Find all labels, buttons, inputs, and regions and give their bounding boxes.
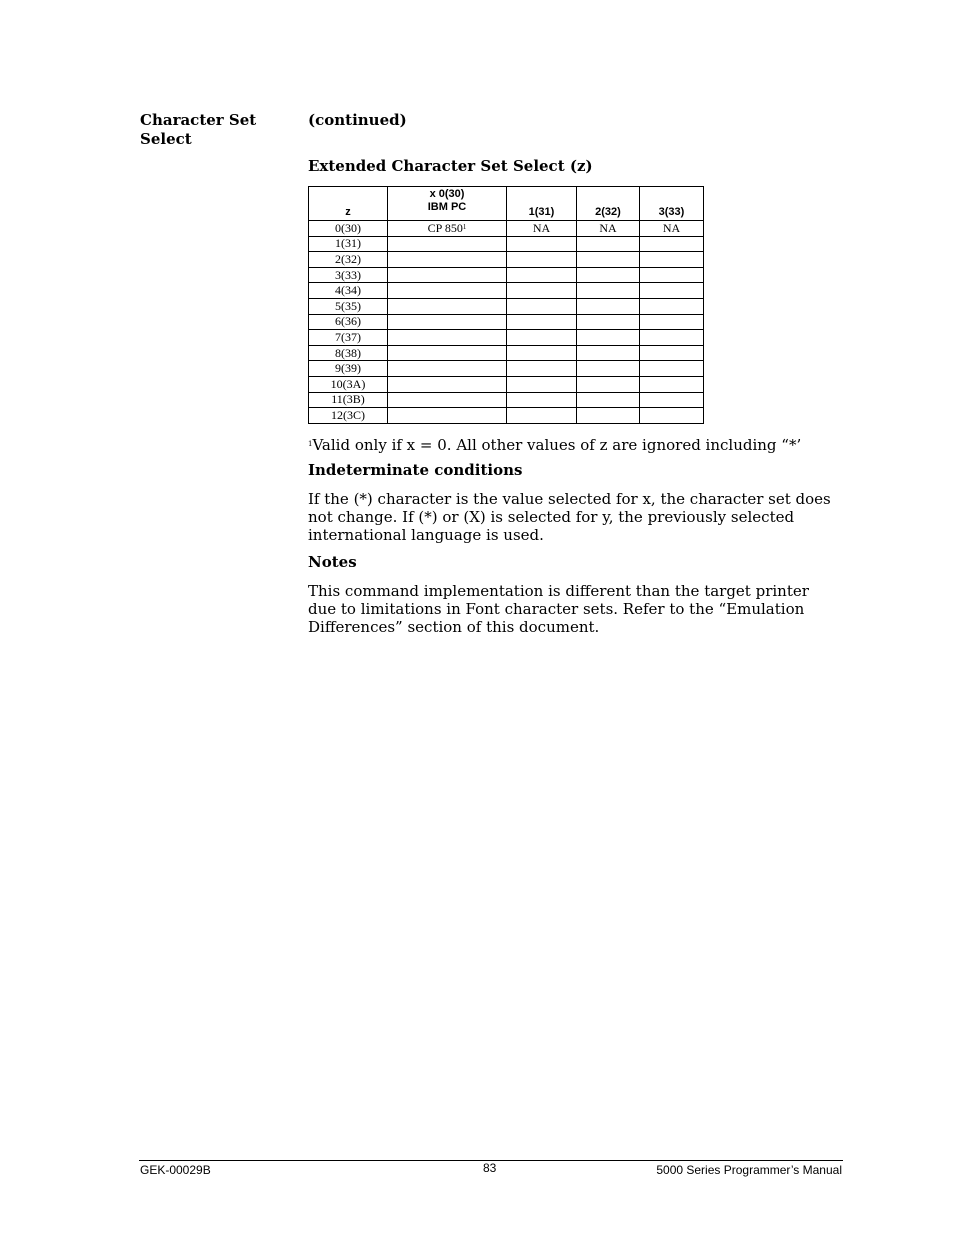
table-row [309,361,704,377]
table-cell [577,267,640,283]
row-label-cell [309,314,388,330]
table-row [309,376,704,392]
character-set-table [308,186,704,424]
row-label-cell [309,221,388,237]
cell-text: 0(30) [335,220,361,235]
column-header-line2: IBM PC [427,201,467,213]
cell-text: 6(36) [335,314,361,329]
row-label-cell [309,298,388,314]
table-cell [507,330,577,346]
table-cell [388,314,507,330]
row-label-cell [309,408,388,424]
table-cell [388,392,507,408]
table-cell [507,345,577,361]
row-label-cell [309,392,388,408]
table-cell [507,314,577,330]
cell-text: 11(3B) [331,392,365,407]
table-cell [640,392,704,408]
table-cell [577,361,640,377]
table-cell [507,283,577,299]
row-label-cell [309,252,388,268]
column-header-line1: 2(32) [595,206,621,218]
column-header [577,187,640,221]
table-cell [577,408,640,424]
table-cell [388,361,507,377]
section-heading-indeterminate: Indeterminate conditions [308,461,523,479]
row-label-cell [309,361,388,377]
table-row [309,408,704,424]
table-cell [640,408,704,424]
table-cell [577,298,640,314]
cell-text: 12(3C) [331,407,365,422]
table-cell [640,298,704,314]
table-row [309,330,704,346]
cell-text: 1(31) [335,236,361,251]
table-row [309,252,704,268]
table-cell [577,283,640,299]
continued-label: (continued) [308,111,407,129]
table-cell [577,392,640,408]
table-row [309,221,704,237]
table-cell [388,376,507,392]
section-heading-notes: Notes [308,553,357,571]
table-cell [640,361,704,377]
table-row [309,345,704,361]
column-header-line1: 3(33) [658,206,685,218]
table-cell [507,392,577,408]
cell-text: 5(35) [335,298,361,313]
cell-text: 8(38) [335,345,361,360]
cell-text: NA [662,220,681,235]
row-label-cell [309,330,388,346]
table-cell [577,236,640,252]
table-cell [640,376,704,392]
cell-text: CP 850 [427,220,463,235]
table-cell [388,408,507,424]
column-header [309,187,388,221]
table-cell [577,252,640,268]
cell-text: 2(32) [335,251,361,266]
footnote-marker: 1 [308,440,313,448]
table-title: Extended Character Set Select (z) [308,157,593,175]
table-cell [640,283,704,299]
table-cell [507,252,577,268]
table-cell [507,408,577,424]
row-label-cell [309,236,388,252]
table-cell [640,330,704,346]
column-header-line1: x 0(30) [429,188,465,200]
cell-text: 9(39) [335,361,361,376]
row-label-cell [309,267,388,283]
table-row [309,314,704,330]
table-cell [388,221,507,237]
table-cell [388,267,507,283]
table-row [309,236,704,252]
footnote-text: Valid only if x = 0. All other values of z are ignored including “*’ [312,436,802,454]
table-cell [388,330,507,346]
header-row [309,187,704,221]
table-cell [507,361,577,377]
section-body-notes: This command implementation is different than the target printer due to limitations in Font character sets. Refer to the “Emulation Differences” section of this document. [308,582,809,636]
column-header [640,187,704,221]
table-cell [640,252,704,268]
cell-text: 7(37) [335,329,361,344]
cell-text: 3(33) [335,267,361,282]
table-cell [388,252,507,268]
cell-text: NA [599,220,617,235]
table-cell [577,221,640,237]
table-cell [577,330,640,346]
side-heading: Character Set Select [140,111,257,148]
section-body-indeterminate: If the (*) character is the value selected for x, the character set does not change. If (*) or (X) is selected for y, the previously selected international language is used. [308,490,831,544]
column-header-line1: 1(31) [528,206,555,218]
table-cell [640,314,704,330]
table-cell [640,236,704,252]
table-cell [577,376,640,392]
table-cell [640,345,704,361]
footnote [308,436,801,455]
table-row [309,283,704,299]
table-row [309,298,704,314]
table-cell [507,376,577,392]
table-cell [507,267,577,283]
table-cell [388,298,507,314]
table-cell [388,345,507,361]
column-header [388,187,507,221]
table-row [309,392,704,408]
table-cell [507,236,577,252]
table-cell [640,267,704,283]
table-body [309,221,704,424]
table-row [309,267,704,283]
cell-text: 10(3A) [330,376,366,391]
footer-page-number: 83 [483,1161,497,1175]
footnote-ref: 1 [462,222,467,231]
table-cell [507,221,577,237]
footer-doc-id: GEK-00029B [140,1163,211,1177]
cell-text: NA [532,220,551,235]
table-cell [388,283,507,299]
table-cell [388,236,507,252]
row-label-cell [309,283,388,299]
cell-text: 4(34) [335,283,361,298]
table-cell [577,314,640,330]
table-header [309,187,704,221]
row-label-cell [309,376,388,392]
row-label-cell [309,345,388,361]
footer-manual-title: 5000 Series Programmer’s Manual [656,1163,842,1177]
column-header [507,187,577,221]
column-header-line1: z [345,206,351,218]
table-cell [507,298,577,314]
table-cell [577,345,640,361]
table-cell [640,221,704,237]
